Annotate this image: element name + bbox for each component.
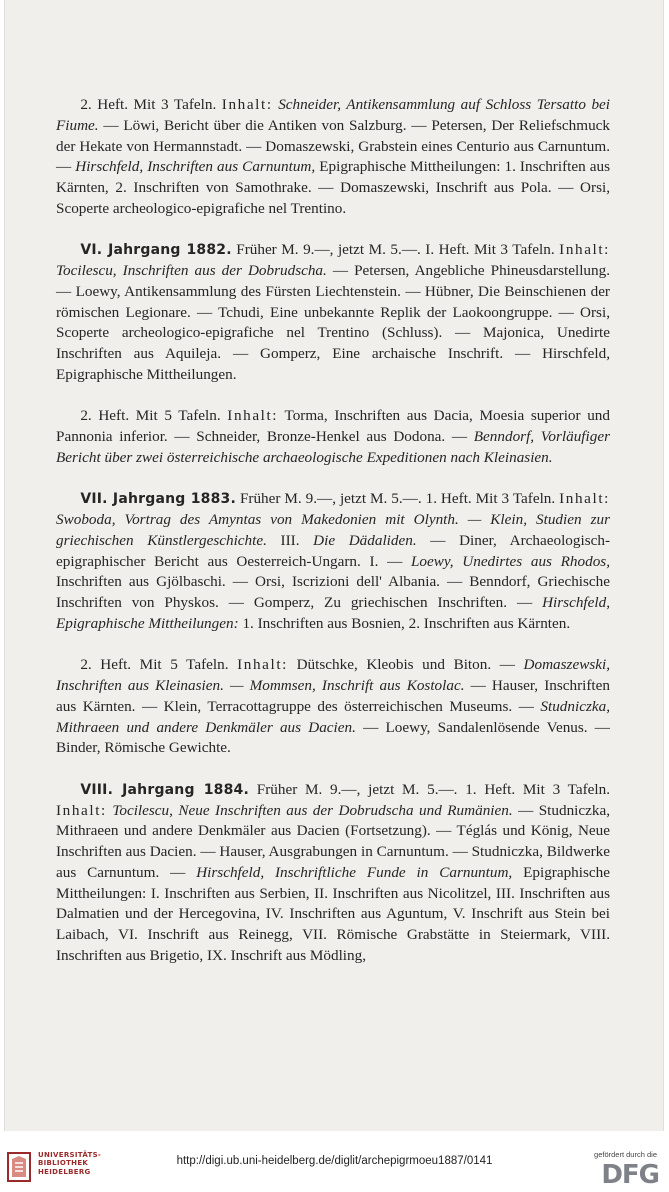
entry-1884-heft-1: VIII. Jahrgang 1884. Früher M. 9.—, jetzt M. 5.—. 1. Heft. Mit 3 Tafeln. Inhalt: Tocilescu, Neue Inschriften aus der Dobrudscha und Rumänien. — Studniczka, Mithraeen und andere Denkmäler aus Dacien (Fortsetzung). — Téglás und König, Neue Inschriften aus Dacien. — Hauser, Ausgrabungen in Carnuntum. — Studniczka, Bildwerke aus Carnuntum. — Hirschfeld, Inschriftliche Funde in Carnuntum, Epigraphische Mittheilungen: I. Inschriften aus Serbien, II. Inschriften aus Nicolitzel, III. Inschriften aus Dalmatien und der Hercegovina, IV. Inschriften aus Aguntum, V. Inschrift aus Stein bei Laibach, VI. Inschrift aus Reinegg, VII. Römische Grabstätte in Steiermark, VIII. Inschriften aus Brigetio, IX. Inschrift aus Mödling, — [56, 780, 610, 964]
volume-heading: VIII. Jahrgang 1884. — [80, 781, 250, 798]
volume-heading: VII. Jahrgang 1883. — [80, 491, 236, 508]
permalink-url[interactable]: http://digi.ub.uni-heidelberg.de/diglit/archepigrmoeu1887/0141 — [176, 1155, 493, 1167]
funding-note: gefördert durch die — [594, 1150, 657, 1159]
page-text — [56, 95, 610, 987]
volume-heading: VI. Jahrgang 1882. — [80, 242, 232, 259]
dfg-logo-icon[interactable]: DFG — [601, 1160, 659, 1190]
entry-1881-heft-2: 2. Heft. Mit 3 Tafeln. Inhalt: Schneider, Antikensammlung auf Schloss Tersatto bei Fiume. — Löwi, Bericht über die Antiken von Salzburg. — Petersen, Der Reliefschmuck der Hekate von Hermannstadt. — Domaszewski, Grabstein eines Centurio aus Carnuntum. — Hirschfeld, Inschriften aus Carnuntum, Epigraphische Mittheilungen: 1. Inschriften aus Kärnten, 2. Inschriften von Samothrake. — Domaszewski, Inschrift aus Pola. — Orsi, Scoperte archeologico-epigrafiche nel Trentino. — [56, 96, 611, 217]
library-name: UNIVERSITÄTS- BIBLIOTHEK HEIDELBERG — [38, 1151, 102, 1176]
entry-1882-heft-2: 2. Heft. Mit 5 Tafeln. Inhalt: Torma, Inschriften aus Dacia, Moesia superior und Pannonia inferior. — Schneider, Bronze-Henkel aus Dodona. — Benndorf, Vorläufiger Bericht über zwei österreichische archaeologische Expeditionen nach Kleinasien. — [56, 407, 610, 466]
entry-1883-heft-2: 2. Heft. Mit 5 Tafeln. Inhalt: Dütschke, Kleobis und Biton. — Domaszewski, Inschriften aus Kleinasien. — Mommsen, Inschrift aus Kostolac. — Hauser, Inschriften aus Kärnten. — Klein, Terracottagruppe des österreichischen Museums. — Studniczka, Mithraeen und andere Denkmäler aus Dacien. — Loewy, Sandalenlösende Venus. — Binder, Römische Gewichte. — [56, 656, 610, 757]
entry-1883-heft-1: VII. Jahrgang 1883. Früher M. 9.—, jetzt M. 5.—. 1. Heft. Mit 3 Tafeln. Inhalt: Swoboda, Vortrag des Amyntas von Makedonien mit Olynth. — Klein, Studien zur griechischen Künstlergeschichte. III. Die Dädaliden. — Diner, Archaeologisch-epigraphischer Bericht aus Oesterreich-Ungarn. I. — Loewy, Unedirtes aus Rhodos, Inschriften aus Gjölbaschi. — Orsi, Iscrizioni dell' Albania. — Benndorf, Griechische Inschriften von Physkos. — Gomperz, Zu griechischen Inschriften. — Hirschfeld, Epigraphische Mittheilungen: 1. Inschriften aus Bosnien, 2. Inschriften aus Kärnten. — [56, 490, 611, 632]
entry-1882-heft-1: VI. Jahrgang 1882. Früher M. 9.—, jetzt M. 5.—. I. Heft. Mit 3 Tafeln. Inhalt: Tocilescu, Inschriften aus der Dobrudscha. — Petersen, Angebliche Phineusdarstellung. — Loewy, Antikensammlung des Fürsten Liechtenstein. — Hübner, Die Beinschienen der römischen Legionare. — Tchudi, Eine unbekannte Replik der Laokoongruppe. — Orsi, Scoperte archeologico-epigrafiche nel Trentino (Schluss). — Majonica, Unedirte Inschriften aus Aquileja. — Gomperz, Eine archaische Inschrift. — Hirschfeld, Epigraphische Mittheilungen. — [56, 241, 611, 383]
